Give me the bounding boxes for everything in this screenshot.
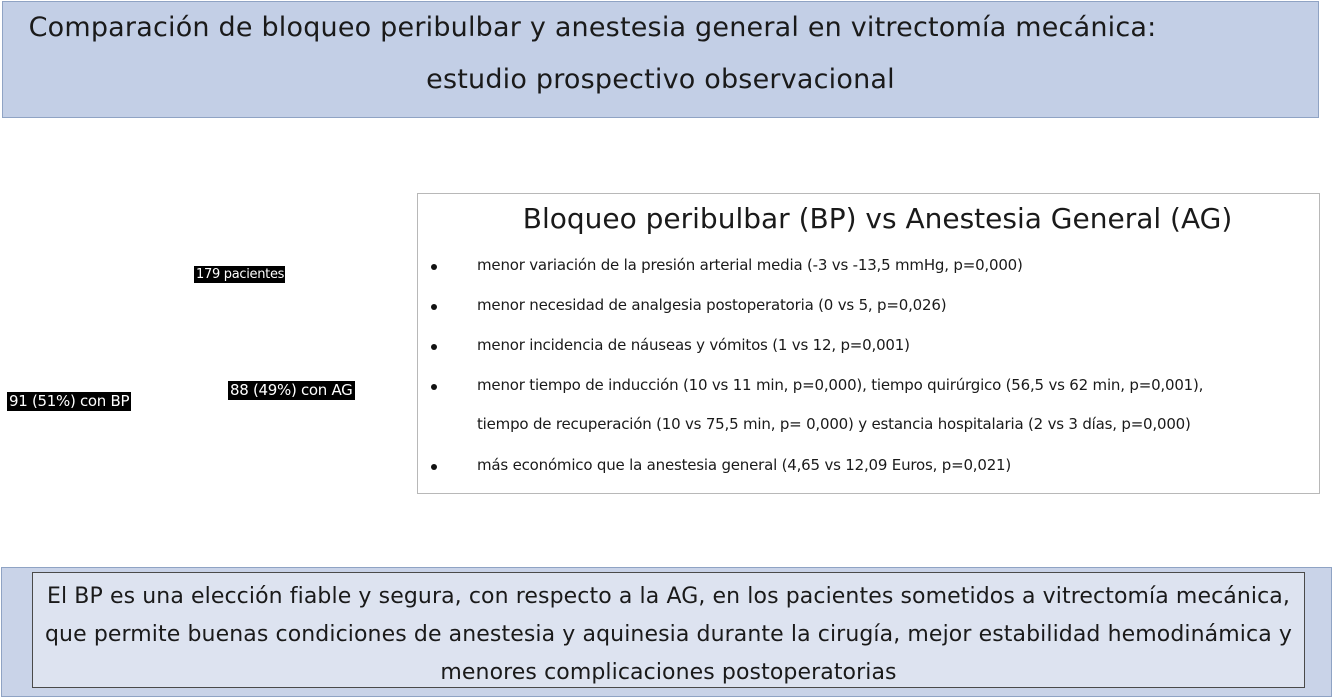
result-item [418, 336, 1319, 358]
conclusion-banner [1, 567, 1332, 697]
bp-group-label: 91 (51%) con BP [9, 392, 130, 410]
results-title: Bloqueo peribulbar (BP) vs Anestesia General (AG) [522, 202, 1233, 235]
result-item-text: menor incidencia de náuseas y vómitos (1 vs 12, p=0,001) [477, 336, 910, 354]
bullet-icon [431, 264, 437, 270]
result-item-text: menor tiempo de inducción (10 vs 11 min, p=0,000), tiempo quirúrgico (56,5 vs 62 min, p=0,001), [477, 376, 1204, 394]
result-item-text: menor variación de la presión arterial media (-3 vs -13,5 mmHg, p=0,000) [477, 256, 1023, 274]
total-patients-label: 179 pacientes [196, 267, 285, 282]
ag-group-label: 88 (49%) con AG [230, 381, 353, 399]
results-panel [417, 193, 1320, 494]
conclusion-text: El BP es una elección fiable y segura, con respecto a la AG, en los pacientes sometidos a vitrectomía mecánica, que permite buenas condiciones de anestesia y aquinesia durante la cirugía, mejor estabilidad hemodinámica y menores complicaciones postoperatorias [32, 572, 1305, 688]
result-item-text: más económico que la anestesia general (4,65 vs 12,09 Euros, p=0,021) [477, 456, 1012, 474]
result-item [418, 296, 1319, 318]
result-item [418, 456, 1319, 478]
page-title-line-2: estudio prospectivo observacional [426, 64, 895, 95]
result-item-text: tiempo de recuperación (10 vs 75,5 min, p= 0,000) y estancia hospitalaria (2 vs 3 días, p=0,000) [477, 415, 1191, 433]
page-title-line-1: Comparación de bloqueo peribulbar y anestesia general en vitrectomía mecánica: [28, 12, 1157, 43]
bullet-icon [431, 464, 437, 470]
title-banner [2, 1, 1319, 118]
bullet-icon [431, 384, 437, 390]
result-item-continuation [418, 415, 1319, 437]
bullet-icon [431, 344, 437, 350]
result-item [418, 376, 1319, 398]
result-item-text: menor necesidad de analgesia postoperatoria (0 vs 5, p=0,026) [477, 296, 947, 314]
bullet-icon [431, 304, 437, 310]
result-item [418, 256, 1319, 278]
